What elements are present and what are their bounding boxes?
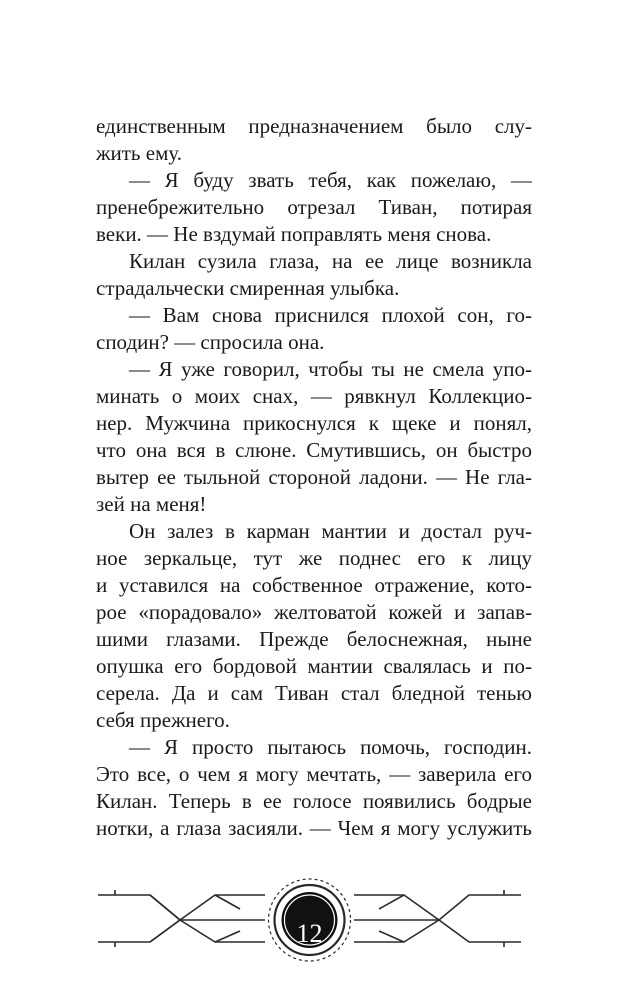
text-line: серела. Да и сам Тиван стал бледной тенью — [96, 681, 532, 705]
text-line: — Я буду звать тебя, как пожелаю, — — [129, 168, 532, 192]
text-line: Он залез в карман мантии и достал руч- — [129, 519, 532, 543]
text-line: шими глазами. Прежде белоснежная, ныне — [96, 627, 532, 651]
text-line: пренебрежительно отрезал Тиван, потирая — [96, 195, 532, 219]
text-line: ное зеркальце, тут же поднес его к лицу — [96, 546, 532, 570]
text-line: нотки, а глаза засияли. — Чем я могу услужить — [96, 816, 532, 840]
text-line: жить ему. — [96, 141, 183, 165]
text-line: сподин? — спросила она. — [96, 330, 325, 354]
text-line: — Вам снова приснился плохой сон, го- — [129, 303, 532, 327]
text-line: веки. — Не вздумай поправлять меня снова. — [96, 222, 492, 246]
text-line: опушка его бордовой мантии свалялась и по- — [96, 654, 532, 678]
text-line: Килан сузила глаза, на ее лице возникла — [129, 249, 532, 273]
text-line: и уставился на собственное отражение, кото- — [96, 573, 532, 597]
text-line: зей на меня! — [96, 492, 207, 516]
page-number: 12 — [296, 919, 323, 948]
body-text — [96, 113, 532, 842]
text-line: страдальчески смиренная улыбка. — [96, 276, 400, 300]
text-line: Это все, о чем я могу мечтать, — заверила его — [96, 762, 532, 786]
text-line: рое «порадовало» желтоватой кожей и запав- — [96, 600, 532, 624]
text-line: Килан. Теперь в ее голосе появились бодрые — [96, 789, 532, 813]
text-line: — Я уже говорил, чтобы ты не смела упо- — [129, 357, 532, 381]
page-footer-ornament — [0, 862, 619, 972]
text-line: что она вся в слюне. Смутившись, он быстро — [96, 438, 532, 462]
text-line: вытер ее тыльной стороной ладони. — Не гла- — [96, 465, 532, 489]
text-line: — Я просто пытаюсь помочь, господин. — [129, 735, 532, 759]
text-line: единственным предназначением было слу- — [96, 114, 532, 138]
text-line: нер. Мужчина прикоснулся к щеке и понял, — [96, 411, 532, 435]
text-line: минать о моих снах, — рявкнул Коллекцио- — [96, 384, 532, 408]
text-line: себя прежнего. — [96, 708, 230, 732]
